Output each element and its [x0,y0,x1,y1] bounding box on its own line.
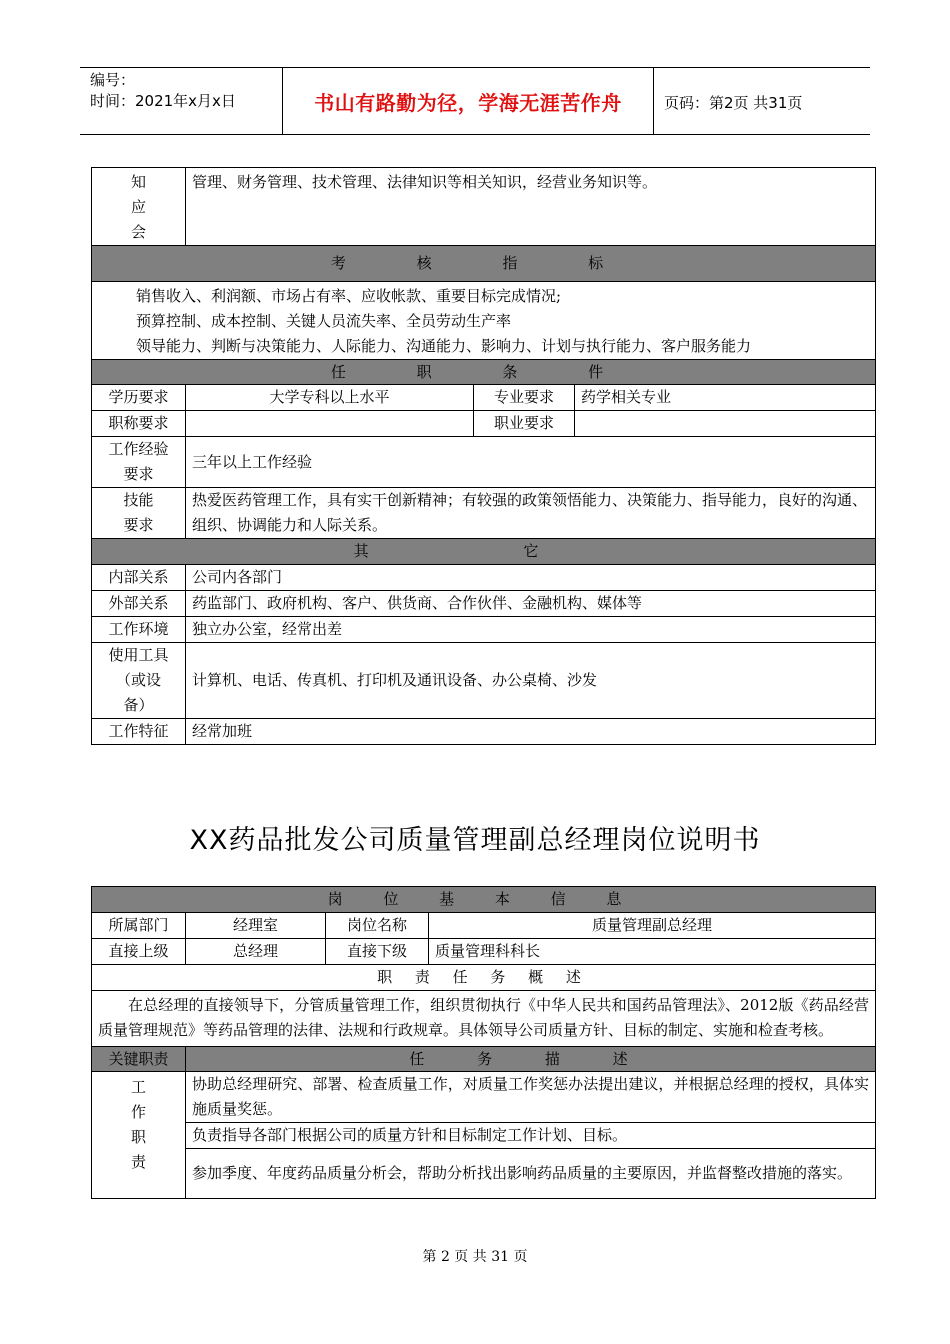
key-duty-label: 关键职责 [92,1047,186,1072]
summary-text: 在总经理的直接领导下，分管质量管理工作，组织贯彻执行《中华人民共和国药品管理法》、2012版《药品经营质量管理规范》等药品管理的法律、法规和行政规章。具体领导公司质量方针、目标的制定、实施和检查考核。 [92,991,876,1047]
skills-label: 技能 要求 [92,488,186,539]
section-assessment-title: 考 核 指 标 [92,246,876,282]
section-requirements-title: 任 职 条 件 [92,360,876,385]
job-description-table [91,886,876,1199]
internal-value: 公司内各部门 [186,565,876,591]
subordinate-value: 质量管理科科长 [429,939,876,965]
assessment-list [92,282,876,360]
dept-label: 所属部门 [92,913,186,939]
duty-item: 负责指导各部门根据公司的质量方针和目标制定工作计划、目标。 [186,1123,876,1149]
document-title: XX药品批发公司质量管理副总经理岗位说明书 [189,825,761,856]
position-value: 质量管理副总经理 [429,913,876,939]
feature-value: 经常加班 [186,719,876,745]
environment-value: 独立办公室，经常出差 [186,617,876,643]
duty-item: 协助总经理研究、部署、检查质量工作，对质量工作奖惩办法提出建议，并根据总经理的授权，具体实施质量奖惩。 [186,1072,876,1123]
education-label: 学历要求 [92,385,186,411]
tools-label: 使用工具 （或设 备） [92,643,186,719]
dept-value: 经理室 [186,913,326,939]
qualification-value [575,411,876,437]
experience-label: 工作经验 要求 [92,437,186,488]
header-date: 时间：2021年x月x日 [90,92,236,110]
page-footer: 第 2 页 共 31 页 [422,1249,528,1265]
internal-label: 内部关系 [92,565,186,591]
title-value [186,411,474,437]
superior-value: 总经理 [186,939,326,965]
assessment-line: 预算控制、成本控制、关键人员流失率、全员劳动生产率 [136,312,512,330]
experience-value: 三年以上工作经验 [186,437,876,488]
duty-item: 参加季度、年度药品质量分析会，帮助分析找出影响药品质量的主要原因，并监督整改措施的落实。 [186,1149,876,1199]
section-other-title: 其 它 [92,539,876,565]
major-label: 专业要求 [474,385,575,411]
external-value: 药监部门、政府机构、客户、供货商、合作伙伴、金融机构、媒体等 [186,591,876,617]
education-value: 大学专科以上水平 [186,385,474,411]
environment-label: 工作环境 [92,617,186,643]
position-label: 岗位名称 [326,913,429,939]
subordinate-label: 直接下级 [326,939,429,965]
assessment-line: 销售收入、利润额、市场占有率、应收帐款、重要目标完成情况; [136,287,562,305]
job-spec-table-continued [91,167,876,745]
header-divider [653,67,654,135]
skills-value: 热爱医药管理工作，具有实干创新精神；有较强的政策领悟能力、决策能力、指导能力，良好的沟通、组织、协调能力和人际关系。 [186,488,876,539]
section-summary-title: 职 责 任 务 概 述 [92,965,876,991]
qualification-label: 职业要求 [474,411,575,437]
header-meta [90,70,236,112]
major-value: 药学相关专业 [575,385,876,411]
title-label: 职称要求 [92,411,186,437]
header-page-number: 页码：第2页 共31页 [664,94,803,112]
assessment-line: 领导能力、判断与决策能力、人际能力、沟通能力、影响力、计划与执行能力、客户服务能力 [136,337,752,355]
task-description-title: 任 务 描 述 [186,1047,876,1072]
section-basic-info-title: 岗 位 基 本 信 息 [92,887,876,913]
header-code: 编号： [90,71,136,89]
external-label: 外部关系 [92,591,186,617]
feature-label: 工作特征 [92,719,186,745]
superior-label: 直接上级 [92,939,186,965]
header-motto: 书山有路勤为径，学海无涯苦作舟 [314,90,622,115]
work-duty-label: 工 作 职 责 [92,1072,186,1199]
knowledge-text: 管理、财务管理、技术管理、法律知识等相关知识，经营业务知识等。 [186,168,876,246]
knowledge-label: 知 应 会 [92,168,186,246]
tools-value: 计算机、电话、传真机、打印机及通讯设备、办公桌椅、沙发 [186,643,876,719]
